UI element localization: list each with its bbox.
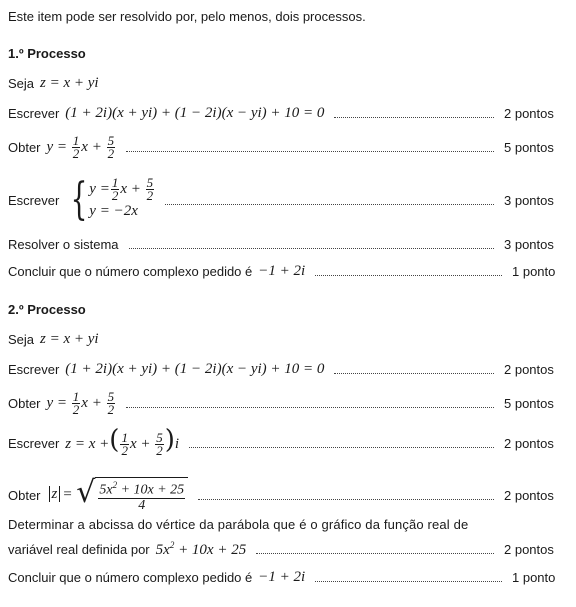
- p1-step1-points: 2 pontos: [504, 105, 554, 121]
- p2-step5-points: 2 pontos: [504, 541, 554, 557]
- dot-leader: [315, 275, 502, 276]
- p1-step1-label: Escrever: [8, 105, 60, 121]
- p1-step5-label: Concluir que o número complexo pedido é: [8, 263, 253, 279]
- p1-step1-expr: (1 + 2i)(x + yi) + (1 − 2i)(x − yi) + 10 = 0: [65, 104, 325, 121]
- p1-step3-row: [8, 176, 556, 224]
- p1-step3-label: Escrever: [8, 192, 60, 208]
- left-brace-icon: {: [70, 174, 88, 225]
- p2-step2-points: 5 pontos: [504, 395, 554, 411]
- dot-leader: [126, 407, 494, 408]
- p2-step6-points: 1 ponto: [512, 569, 556, 585]
- p2-step3-row: [8, 424, 556, 459]
- dot-leader: [189, 447, 494, 448]
- p1-step5-points: 1 ponto: [512, 263, 556, 279]
- p1-seja-label: Seja: [8, 75, 35, 91]
- p1-seja-row: [8, 72, 556, 94]
- p2-step6-expr: −1 + 2i: [258, 568, 306, 585]
- p2-step4-expr: z = √ $\frac{5x^2 + 10x + 25}{4}$: [47, 477, 189, 513]
- intro-text: Este item pode ser resolvido por, pelo menos, dois processos.: [8, 8, 366, 24]
- p1-system: { y = $\frac{1}{2}$ x + $\frac{5}{2}$ y = −2x: [70, 174, 154, 225]
- p2-step3-points: 2 pontos: [504, 435, 554, 451]
- p2-step1-expr: (1 + 2i)(x + yi) + (1 − 2i)(x − yi) + 10 = 0: [65, 360, 325, 377]
- p2-seja-expr: z = x + yi: [40, 330, 99, 347]
- p2-seja-label: Seja: [8, 331, 35, 347]
- p2-step6-row: [8, 566, 556, 588]
- p2-step5-label: variável real definida por: [8, 541, 150, 557]
- p1-step4-points: 3 pontos: [504, 236, 554, 252]
- p2-step4-label: Obter: [8, 487, 41, 503]
- p2-step1-points: 2 pontos: [504, 361, 554, 377]
- sqrt-icon: √: [76, 475, 96, 511]
- p1-step2-row: [8, 132, 556, 161]
- p2-step5-row: [8, 538, 556, 560]
- p2-step1-label: Escrever: [8, 361, 60, 377]
- p1-seja-expr: z = x + yi: [40, 74, 99, 91]
- p1-step4-label: Resolver o sistema: [8, 236, 119, 252]
- p2-step3-label: Escrever: [8, 435, 60, 451]
- p2-step2-row: [8, 388, 556, 417]
- dot-leader: [315, 581, 502, 582]
- dot-leader: [334, 117, 494, 118]
- dot-leader: [256, 553, 494, 554]
- process2-heading: [8, 298, 556, 320]
- p2-step2-label: Obter: [8, 395, 41, 411]
- p1-step1-row: [8, 102, 556, 124]
- p1-step2-label: Obter: [8, 139, 41, 155]
- p2-step1-row: [8, 358, 556, 380]
- process1-heading: [8, 42, 556, 64]
- process1-heading-text: 1.º Processo: [8, 45, 86, 61]
- p2-step5-line1: Determinar a abcissa do vértice da parábola que é o gráfico da função real de: [8, 517, 469, 532]
- p2-step4-points: 2 pontos: [504, 487, 554, 503]
- p2-step2-expr: y = $\frac{1}{2}$ x + $\frac{5}{2}$: [46, 388, 115, 417]
- p1-step4-row: [8, 233, 556, 255]
- p2-step6-label: Concluir que o número complexo pedido é: [8, 569, 253, 585]
- dot-leader: [198, 499, 494, 500]
- p1-step5-row: [8, 260, 556, 282]
- dot-leader: [334, 373, 494, 374]
- dot-leader: [129, 248, 494, 249]
- p2-seja-row: [8, 328, 556, 350]
- process2-heading-text: 2.º Processo: [8, 301, 86, 317]
- p1-step2-expr: y = $\frac{1}{2}$ x + $\frac{5}{2}$: [46, 132, 115, 161]
- intro-line: [8, 5, 556, 27]
- p1-step3-points: 3 pontos: [504, 192, 554, 208]
- dot-leader: [126, 151, 494, 152]
- p1-step2-points: 5 pontos: [504, 139, 554, 155]
- p2-step3-expr: z = x +( $\frac{1}{2}$ x + $\frac{5}{2}$ )i: [65, 424, 180, 459]
- dot-leader: [165, 204, 494, 205]
- p2-step4-row: [8, 475, 556, 513]
- p2-step5-expr: $5x^2 + 10x + 25$: [155, 539, 247, 558]
- p1-step5-expr: −1 + 2i: [258, 262, 306, 279]
